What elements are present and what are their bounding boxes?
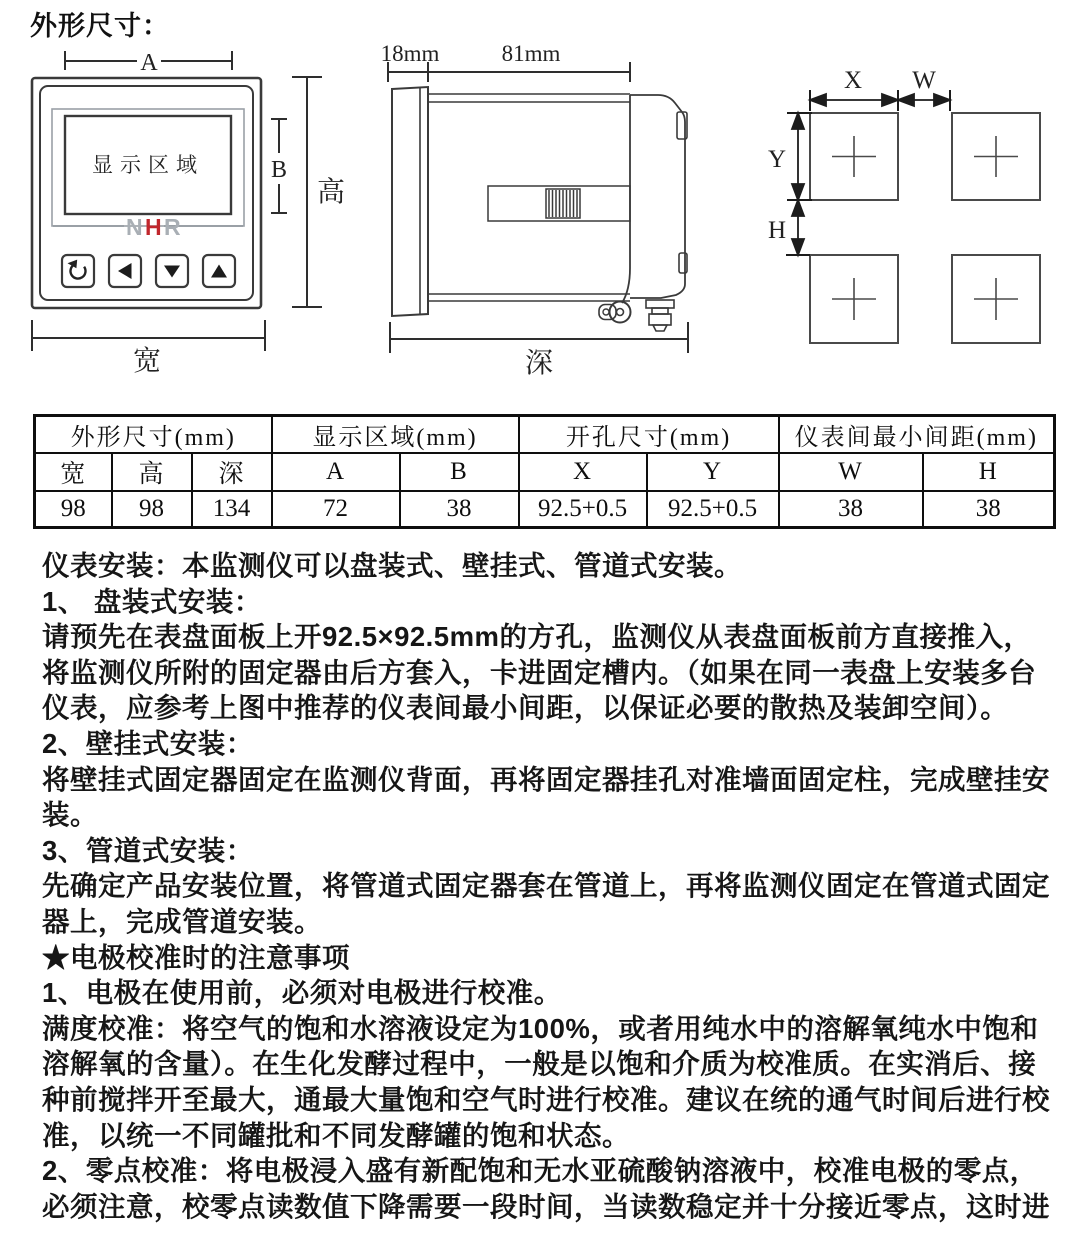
body-line: 2、零点校准：将电极浸入盛有新配饱和无水亚硫酸钠溶液中，校准电极的零点， bbox=[42, 1155, 1038, 1187]
svg-text:N H R bbox=[126, 214, 181, 240]
body-line: 准，以统一不同罐批和不同发酵罐的饱和状态。 bbox=[42, 1119, 630, 1151]
body-line: 3、管道式安装： bbox=[42, 834, 254, 866]
fixing-screw bbox=[599, 302, 631, 323]
body-line: 仪表安装：本监测仪可以盘装式、壁挂式、管道式安装。 bbox=[42, 550, 742, 581]
dim-height-label: 高 bbox=[316, 177, 346, 208]
dim-w-label: W bbox=[912, 67, 936, 94]
display-label: 显示区域 bbox=[92, 153, 204, 177]
body-line: 1、电极在使用前，必须对电极进行校准。 bbox=[42, 977, 562, 1009]
val-w: 38 bbox=[779, 491, 923, 528]
col-height: 高 bbox=[112, 453, 192, 491]
body-line: 将壁挂式固定器固定在监测仪背面，再将固定器挂孔对准墙面固定柱，完成壁挂安 bbox=[42, 763, 1050, 795]
dim-h-label: H bbox=[767, 217, 787, 244]
dim-18mm-label: 18mm bbox=[380, 41, 440, 66]
logo-n: N bbox=[126, 214, 141, 240]
val-a: 72 bbox=[272, 491, 400, 528]
body-line: 满度校准：将空气的饱和水溶液设定为100%，或者用纯水中的溶解氧纯水中饱和 bbox=[42, 1012, 1039, 1044]
val-width: 98 bbox=[35, 491, 112, 528]
val-x: 92.5+0.5 bbox=[519, 491, 647, 528]
group-cutout: 开孔尺寸(mm) bbox=[519, 416, 779, 454]
panel-outline bbox=[32, 78, 261, 308]
body-line: 种前搅拌开至最大，通最大量饱和空气时进行校准。建议在统的通气时间后进行校 bbox=[42, 1083, 1050, 1115]
val-height: 98 bbox=[112, 491, 192, 528]
col-w: W bbox=[779, 453, 923, 491]
cable-gland bbox=[646, 300, 674, 331]
dim-y-h bbox=[792, 113, 804, 255]
body-line: 1、 盘装式安装： bbox=[42, 585, 262, 617]
down-triangle-icon bbox=[164, 266, 180, 278]
body-line: 器上，完成管道安装。 bbox=[42, 905, 322, 937]
col-h: H bbox=[923, 453, 1055, 491]
dim-width-label: 宽 bbox=[132, 346, 162, 377]
body-line: 2、壁挂式安装： bbox=[42, 727, 254, 759]
val-depth: 134 bbox=[192, 491, 272, 528]
dimensions-table bbox=[33, 414, 1056, 529]
installation-instructions bbox=[42, 548, 1050, 1224]
page-title: 外形尺寸： bbox=[30, 11, 170, 41]
bezel-slab bbox=[392, 87, 428, 316]
val-b: 38 bbox=[400, 491, 519, 528]
dim-x-w bbox=[810, 94, 950, 106]
val-y: 92.5+0.5 bbox=[647, 491, 779, 528]
body-line: ★电极校准时的注意事项 bbox=[42, 941, 350, 973]
panel-buttons bbox=[62, 255, 235, 287]
center-crosses bbox=[832, 136, 1018, 320]
dim-x-label: X bbox=[843, 67, 863, 94]
reset-button bbox=[62, 255, 94, 287]
group-display: 显示区域(mm) bbox=[272, 416, 519, 454]
up-triangle-icon bbox=[211, 265, 227, 278]
body-line: 将监测仪所附的固定器由后方套入，卡进固定槽内。（如果在同一表盘上安装多台 bbox=[42, 656, 1037, 688]
body-line: 溶解氧的含量）。在生化发酵过程中，一般是以饱和介质为校准质。在实消后、接 bbox=[42, 1048, 1037, 1080]
front-view bbox=[32, 50, 345, 377]
logo-h: H bbox=[145, 214, 160, 240]
col-y: Y bbox=[647, 453, 779, 491]
body-line: 装。 bbox=[42, 799, 98, 831]
group-spacing: 仪表间最小间距(mm) bbox=[779, 416, 1055, 454]
group-outline: 外形尺寸(mm) bbox=[35, 416, 272, 454]
col-b: B bbox=[400, 453, 519, 491]
cutout-view bbox=[768, 67, 1040, 343]
body-line: 先确定产品安装位置，将管道式固定器套在管道上，再将监测仪固定在管道式固定 bbox=[42, 870, 1050, 902]
dim-a-label: A bbox=[140, 50, 158, 76]
body-line: 仪表，应参考上图中推荐的仪表间最小间距，以保证必要的散热及装卸空间）。 bbox=[42, 692, 1009, 724]
body-line: 必须注意，校零点读数值下降需要一段时间，当读数稳定并十分接近零点，这时进 bbox=[42, 1190, 1050, 1222]
col-a: A bbox=[272, 453, 400, 491]
nhr-logo bbox=[53, 214, 243, 240]
val-h: 38 bbox=[923, 491, 1055, 528]
table-header-row bbox=[35, 453, 1055, 491]
col-x: X bbox=[519, 453, 647, 491]
circular-arrow-icon bbox=[68, 260, 86, 279]
left-triangle-icon bbox=[118, 263, 132, 279]
logo-r: R bbox=[164, 214, 179, 240]
col-width: 宽 bbox=[35, 453, 112, 491]
side-view bbox=[381, 41, 688, 379]
body-line: 请预先在表盘面板上开92.5×92.5mm的方孔，监测仪从表盘面板前方直接推入， bbox=[42, 621, 1032, 653]
dim-b-label: B bbox=[270, 157, 288, 183]
dim-depth-label: 深 bbox=[524, 348, 554, 379]
mounting-slot bbox=[488, 186, 630, 221]
dim-81mm-label: 81mm bbox=[501, 41, 561, 66]
col-depth: 深 bbox=[192, 453, 272, 491]
dim-y-label: Y bbox=[767, 146, 787, 173]
table-value-row bbox=[35, 491, 1055, 528]
dimension-drawings bbox=[0, 0, 1080, 410]
table-group-row bbox=[35, 416, 1055, 454]
